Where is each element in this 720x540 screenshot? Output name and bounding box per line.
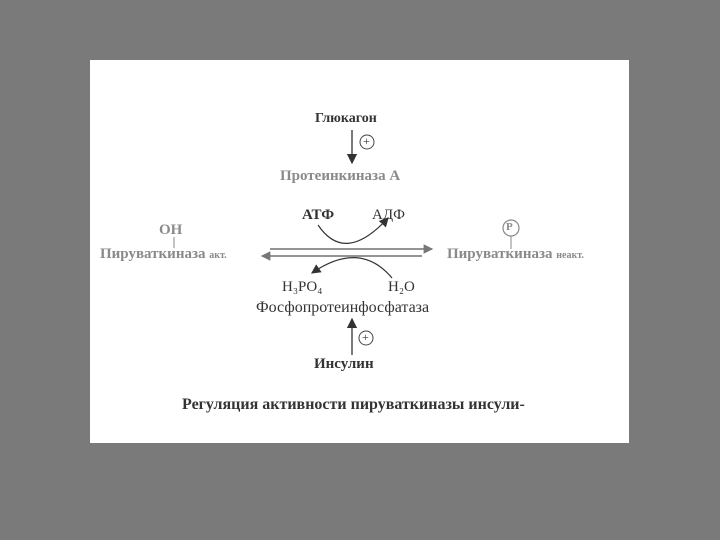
adp-label: АДФ <box>372 207 405 223</box>
pyruvate-kinase-active-label: Пируваткиназа акт. <box>100 246 227 262</box>
pyruvate-kinase-inactive-label: Пируваткиназа неакт. <box>447 246 584 262</box>
phosphoric-acid-label: H₃PO₄ <box>282 279 323 295</box>
glucagon-label: Глюкагон <box>315 111 377 126</box>
phosphate-label: Р <box>506 221 513 233</box>
caption: Регуляция активности пируваткиназы инсули- <box>182 396 525 413</box>
h2o-h3po4-arrow <box>312 258 392 278</box>
oh-group-label: ОН <box>159 222 183 238</box>
atp-label: АТФ <box>302 207 335 223</box>
phosphoprotein-phosphatase-label: Фосфопротеинфосфатаза <box>256 299 430 316</box>
insulin-label: Инсулин <box>314 356 374 372</box>
water-label: H₂O <box>388 279 415 295</box>
protein-kinase-a-label: Протеинкиназа А <box>280 168 401 184</box>
plus-sign-insulin: + <box>362 330 369 344</box>
slide <box>90 60 629 443</box>
plus-sign-glucagon: + <box>363 134 370 148</box>
